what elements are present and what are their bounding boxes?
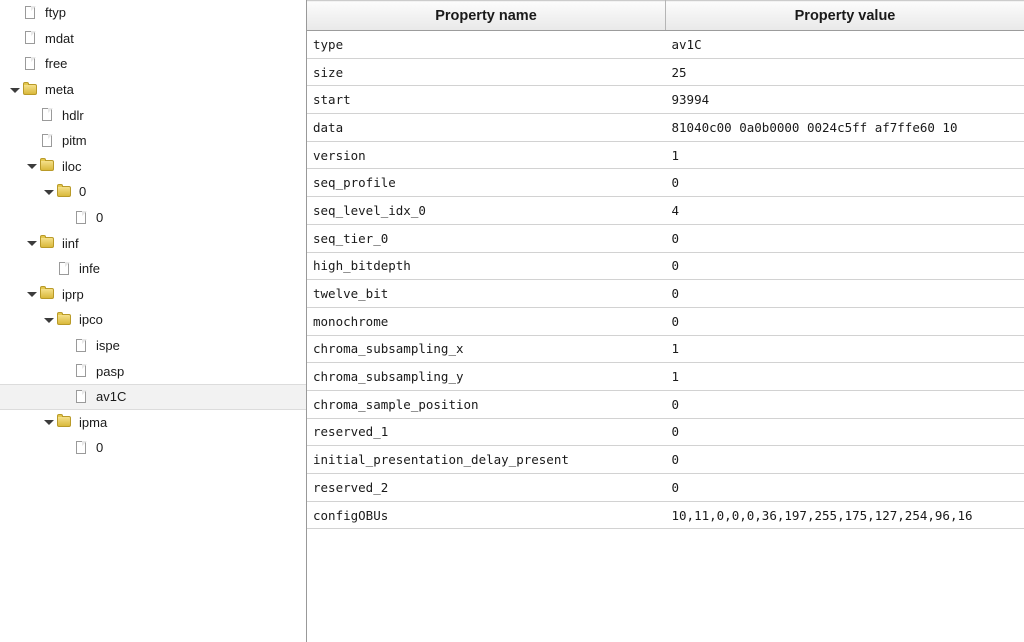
property-name-cell: twelve_bit xyxy=(307,280,666,308)
table-row[interactable] xyxy=(307,169,1024,197)
property-name-cell: seq_level_idx_0 xyxy=(307,197,666,225)
table-row[interactable] xyxy=(307,224,1024,252)
tree-item-label: 0 xyxy=(79,184,87,200)
chevron-down-icon[interactable] xyxy=(25,159,39,173)
property-value-cell: 0 xyxy=(666,418,1024,446)
tree-item-label: hdlr xyxy=(62,107,84,123)
table-row[interactable] xyxy=(307,280,1024,308)
file-icon xyxy=(73,338,91,354)
table-row[interactable] xyxy=(307,86,1024,114)
property-value-cell: 0 xyxy=(666,252,1024,280)
property-name-cell: configOBUs xyxy=(307,501,666,529)
tree-item-label: free xyxy=(45,56,68,72)
tree-spacer xyxy=(8,31,22,45)
table-row[interactable] xyxy=(307,474,1024,502)
table-header-row xyxy=(307,1,1024,31)
tree-item-label: av1C xyxy=(96,389,127,405)
table-row[interactable] xyxy=(307,363,1024,391)
table-row[interactable] xyxy=(307,58,1024,86)
folder-icon xyxy=(39,286,57,302)
file-icon xyxy=(73,389,91,405)
table-body xyxy=(307,31,1024,529)
tree-spacer xyxy=(42,262,56,276)
column-header-property-name[interactable]: Property name xyxy=(307,1,666,31)
tree-item-label: ftyp xyxy=(45,5,66,21)
tree-item-label: mdat xyxy=(45,30,74,46)
table-row[interactable] xyxy=(307,446,1024,474)
tree-item-label: ispe xyxy=(96,338,120,354)
property-name-cell: version xyxy=(307,141,666,169)
tree-spacer xyxy=(25,134,39,148)
property-value-cell: 0 xyxy=(666,280,1024,308)
tree-spacer xyxy=(59,364,73,378)
property-value-cell: 25 xyxy=(666,58,1024,86)
property-name-cell: start xyxy=(307,86,666,114)
tree-item[interactable] xyxy=(0,179,306,205)
property-value-cell: 93994 xyxy=(666,86,1024,114)
table-row[interactable] xyxy=(307,307,1024,335)
tree-item-label: pitm xyxy=(62,133,87,149)
tree-item-label: iloc xyxy=(62,158,82,174)
folder-icon xyxy=(22,82,40,98)
folder-icon xyxy=(56,312,74,328)
tree-item[interactable] xyxy=(0,154,306,180)
property-name-cell: seq_profile xyxy=(307,169,666,197)
tree-item[interactable] xyxy=(0,51,306,77)
property-value-cell: 10,11,0,0,0,36,197,255,175,127,254,96,16 xyxy=(666,501,1024,529)
table-row[interactable] xyxy=(307,114,1024,142)
tree-item[interactable] xyxy=(0,435,306,461)
tree-item[interactable] xyxy=(0,205,306,231)
chevron-down-icon[interactable] xyxy=(25,287,39,301)
tree-item-label: iinf xyxy=(62,235,79,251)
tree-item-label: meta xyxy=(45,82,74,98)
file-icon xyxy=(39,133,57,149)
tree-item[interactable] xyxy=(0,410,306,436)
tree-item[interactable] xyxy=(0,102,306,128)
tree-spacer xyxy=(8,6,22,20)
property-value-cell: av1C xyxy=(666,31,1024,59)
file-icon xyxy=(73,210,91,226)
property-name-cell: size xyxy=(307,58,666,86)
box-tree-panel[interactable] xyxy=(0,0,307,642)
table-row[interactable] xyxy=(307,501,1024,529)
tree-item-label: infe xyxy=(79,261,100,277)
property-name-cell: monochrome xyxy=(307,307,666,335)
property-value-cell: 0 xyxy=(666,390,1024,418)
tree-item-label: iprp xyxy=(62,286,84,302)
file-icon xyxy=(73,363,91,379)
tree-spacer xyxy=(59,339,73,353)
chevron-down-icon[interactable] xyxy=(25,236,39,250)
tree-spacer xyxy=(59,441,73,455)
file-icon xyxy=(73,440,91,456)
folder-icon xyxy=(56,184,74,200)
property-name-cell: high_bitdepth xyxy=(307,252,666,280)
tree-spacer xyxy=(59,211,73,225)
file-icon xyxy=(39,107,57,123)
tree-item[interactable] xyxy=(0,77,306,103)
property-value-cell: 0 xyxy=(666,307,1024,335)
chevron-down-icon[interactable] xyxy=(8,83,22,97)
folder-icon xyxy=(39,235,57,251)
file-icon xyxy=(22,56,40,72)
tree-item-label: ipma xyxy=(79,414,108,430)
property-name-cell: reserved_2 xyxy=(307,474,666,502)
file-icon xyxy=(56,261,74,277)
property-name-cell: seq_tier_0 xyxy=(307,224,666,252)
tree-item[interactable] xyxy=(0,358,306,384)
tree-item[interactable] xyxy=(0,384,306,410)
table-row[interactable] xyxy=(307,31,1024,59)
property-value-cell: 0 xyxy=(666,446,1024,474)
tree-item[interactable] xyxy=(0,128,306,154)
property-value-cell: 0 xyxy=(666,474,1024,502)
property-value-cell: 1 xyxy=(666,335,1024,363)
tree-spacer xyxy=(8,57,22,71)
property-name-cell: data xyxy=(307,114,666,142)
tree-item-label: 0 xyxy=(96,440,104,456)
property-value-cell: 0 xyxy=(666,169,1024,197)
table-row[interactable] xyxy=(307,335,1024,363)
tree-item-label: 0 xyxy=(96,210,104,226)
file-icon xyxy=(22,5,40,21)
tree-spacer xyxy=(25,108,39,122)
property-name-cell: type xyxy=(307,31,666,59)
tree-item[interactable] xyxy=(0,282,306,308)
property-name-cell: chroma_sample_position xyxy=(307,390,666,418)
column-header-property-value[interactable]: Property value xyxy=(666,1,1024,31)
table-row[interactable] xyxy=(307,141,1024,169)
tree-item[interactable] xyxy=(0,307,306,333)
table-row[interactable] xyxy=(307,252,1024,280)
table-row[interactable] xyxy=(307,390,1024,418)
tree-item[interactable] xyxy=(0,256,306,282)
tree-item-label: ipco xyxy=(79,312,103,328)
tree-item[interactable] xyxy=(0,230,306,256)
property-name-cell: initial_presentation_delay_present xyxy=(307,446,666,474)
property-value-cell: 1 xyxy=(666,363,1024,391)
tree-item[interactable] xyxy=(0,333,306,359)
chevron-down-icon[interactable] xyxy=(42,313,56,327)
property-name-cell: chroma_subsampling_x xyxy=(307,335,666,363)
table-row[interactable] xyxy=(307,418,1024,446)
table-row[interactable] xyxy=(307,197,1024,225)
property-name-cell: chroma_subsampling_y xyxy=(307,363,666,391)
file-icon xyxy=(22,30,40,46)
folder-icon xyxy=(39,158,57,174)
property-table xyxy=(307,0,1024,529)
property-value-cell: 4 xyxy=(666,197,1024,225)
chevron-down-icon[interactable] xyxy=(42,415,56,429)
tree-item[interactable] xyxy=(0,0,306,26)
tree-item[interactable] xyxy=(0,26,306,52)
tree-spacer xyxy=(59,390,73,404)
property-value-cell: 1 xyxy=(666,141,1024,169)
property-value-cell: 0 xyxy=(666,224,1024,252)
property-table-panel xyxy=(307,0,1024,642)
property-name-cell: reserved_1 xyxy=(307,418,666,446)
property-value-cell: 81040c00 0a0b0000 0024c5ff af7ffe60 10 xyxy=(666,114,1024,142)
chevron-down-icon[interactable] xyxy=(42,185,56,199)
tree-item-label: pasp xyxy=(96,363,125,379)
folder-icon xyxy=(56,414,74,430)
